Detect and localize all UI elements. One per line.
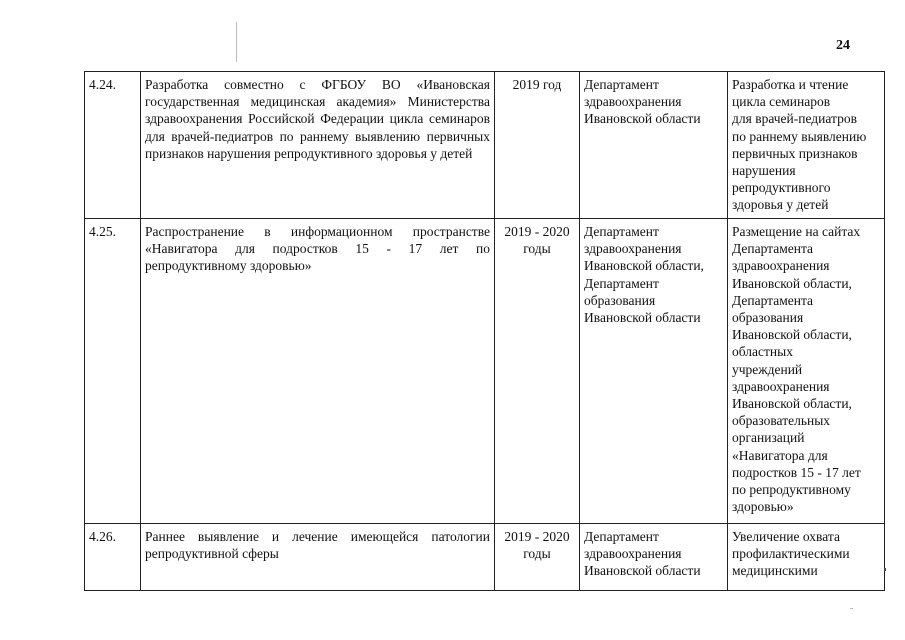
page-number: 24	[836, 38, 850, 53]
result-line: Департамента	[732, 292, 814, 308]
result-line: нарушения	[732, 163, 796, 179]
result-line: Размещение на сайтах	[732, 224, 861, 239]
table-row	[85, 524, 885, 591]
item-executor: Департамент здравоохранения Ивановской области, Департамент образования Ивановской области	[580, 219, 728, 524]
measures-table	[84, 71, 885, 591]
item-description: Распространение в информационном пространстве «Навигатора для подростков 15 - 17 лет по репродуктивному здоровью»	[141, 219, 495, 524]
item-result	[728, 72, 885, 219]
table-row	[85, 72, 885, 219]
scan-artifact	[236, 22, 237, 62]
result-line: здравоохранения	[732, 378, 830, 394]
result-line: медицинскими	[732, 563, 818, 579]
scan-artifact	[884, 568, 886, 571]
item-number: 4.26.	[85, 524, 141, 591]
result-line: образовательных	[732, 413, 831, 429]
scan-artifact	[850, 608, 853, 609]
item-description: Разработка совместно с ФГБОУ ВО «Ивановская государственная медицинская академия» Министерства здравоохранения Российской Федерации цикла семинаров для врачей-педиатров по раннему выявлению первичных признаков нарушения репродуктивного здоровья у детей	[141, 72, 495, 219]
result-line: здоровья у детей	[732, 197, 829, 213]
item-executor: Департамент здравоохранения Ивановской области	[580, 72, 728, 219]
table-row	[85, 219, 885, 524]
result-line: Ивановской области,	[732, 327, 852, 343]
result-line: первичных признаков	[732, 145, 858, 161]
result-line: здоровью»	[732, 499, 794, 515]
result-line: для врачей-педиатров	[732, 111, 857, 127]
item-term: 2019 год	[495, 72, 580, 219]
item-term: 2019 - 2020 годы	[495, 524, 580, 591]
result-line: по репродуктивному	[732, 482, 851, 498]
item-number: 4.24.	[85, 72, 141, 219]
result-line: организаций	[732, 430, 805, 446]
result-line: профилактическими	[732, 546, 850, 562]
result-line: образования	[732, 310, 804, 326]
item-description: Раннее выявление и лечение имеющейся патологии репродуктивной сферы	[141, 524, 495, 591]
item-result	[728, 219, 885, 524]
result-line: здравоохранения	[732, 258, 830, 274]
result-line: учреждений	[732, 361, 803, 377]
result-line: по раннему выявлению	[732, 128, 867, 144]
result-line: Разработка и чтение	[732, 77, 849, 92]
item-term: 2019 - 2020 годы	[495, 219, 580, 524]
result-line: Ивановской области,	[732, 275, 852, 291]
item-executor: Департамент здравоохранения Ивановской области	[580, 524, 728, 591]
result-line: «Навигатора для	[732, 447, 828, 463]
result-line: репродуктивного	[732, 180, 831, 196]
result-line: областных	[732, 344, 793, 360]
result-line: Увеличение охвата	[732, 529, 840, 544]
result-line: Департамента	[732, 241, 814, 257]
result-line: подростков 15 - 17 лет	[732, 464, 861, 480]
item-number: 4.25.	[85, 219, 141, 524]
result-line: Ивановской области,	[732, 396, 852, 412]
item-result	[728, 524, 885, 591]
result-line: цикла семинаров	[732, 94, 831, 110]
